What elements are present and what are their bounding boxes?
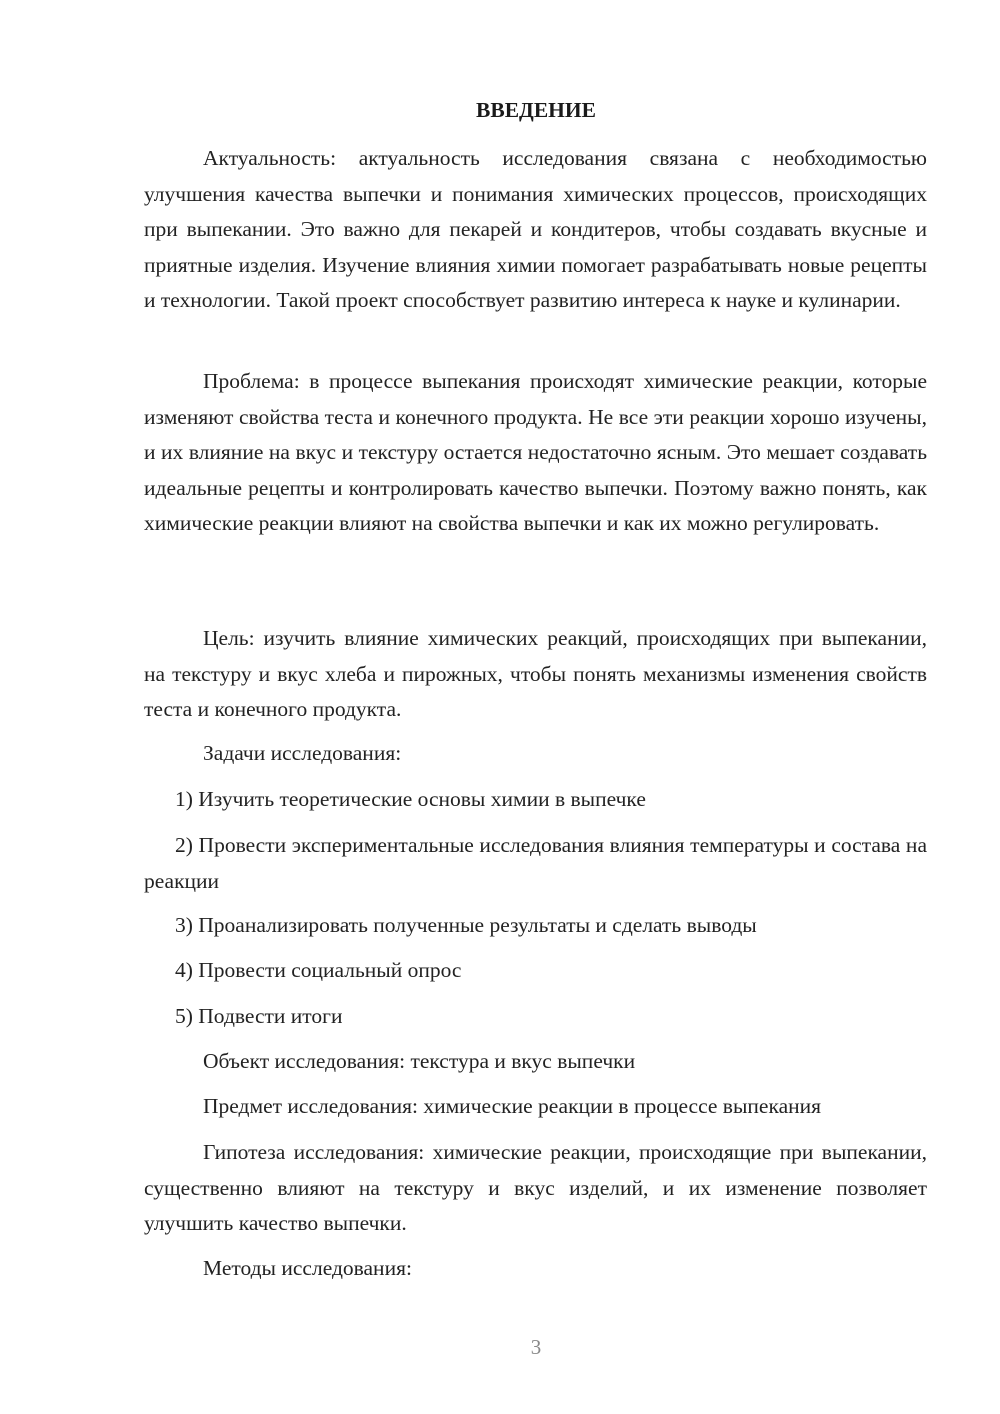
paragraph-relevance: Актуальность: актуальность исследования связана с необходимостью улучшения качества выпечки и понимания химических процессов, происходящих при выпекании. Это важно для пекарей и кондитеров, чтобы создавать вкусные и приятные изделия. Изучение влияния химии помогает разрабатывать новые рецепты и технологии. Такой проект способствует развитию интереса к науке и кулинарии.	[144, 146, 927, 312]
paragraph-object: Объект исследования: текстура и вкус выпечки	[203, 1049, 636, 1073]
page-title: ВВЕДЕНИЕ	[476, 98, 596, 122]
paragraph-hypothesis: Гипотеза исследования: химические реакции, происходящие при выпекании, существенно влияют на текстуру и вкус изделий, и их изменение позволяет улучшить качество выпечки.	[144, 1140, 927, 1235]
paragraph-problem: Проблема: в процессе выпекания происходят химические реакции, которые изменяют свойства теста и конечного продукта. Не все эти реакции хорошо изучены, и их влияние на вкус и текстуру остается недостаточно ясным. Это мешает создавать идеальные рецепты и контролировать качество выпечки. Поэтому важно понять, как химические реакции влияют на свойства выпечки и как их можно регулировать.	[144, 369, 927, 535]
page-number: 3	[530, 1335, 542, 1359]
paragraph-subject: Предмет исследования: химические реакции в процессе выпекания	[203, 1094, 822, 1118]
methods-heading: Методы исследования:	[203, 1256, 412, 1280]
task-item: 1) Изучить теоретические основы химии в выпечке	[175, 787, 646, 811]
paragraph-goal: Цель: изучить влияние химических реакций, происходящих при выпекании, на текстуру и вкус хлеба и пирожных, чтобы понять механизмы изменения свойств теста и конечного продукта.	[144, 626, 927, 721]
task-item: 3) Проанализировать полученные результаты и сделать выводы	[175, 913, 757, 937]
task-item: 4) Провести социальный опрос	[175, 958, 462, 982]
tasks-heading: Задачи исследования:	[203, 741, 402, 765]
task-item: 2) Провести экспериментальные исследования влияния температуры и состава на реакции	[144, 833, 927, 893]
task-item: 5) Подвести итоги	[175, 1004, 343, 1028]
